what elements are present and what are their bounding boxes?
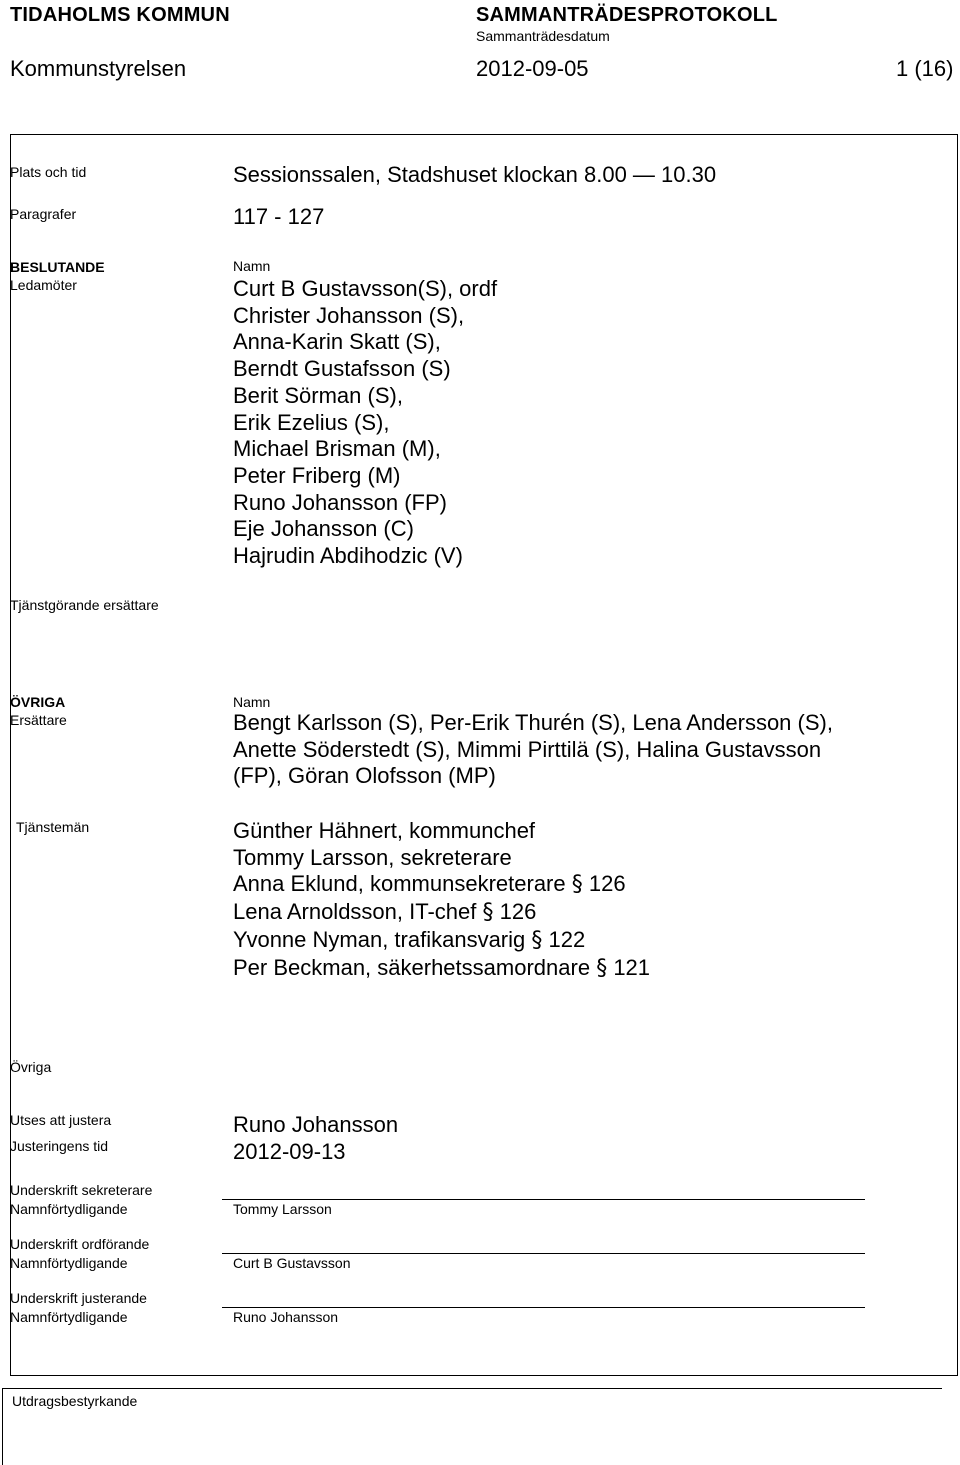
substitutes-subheading: Ersättare bbox=[10, 712, 67, 728]
official-name: Yvonne Nyman, trafikansvarig bbox=[233, 926, 526, 952]
member-name: Anna-Karin Skatt (S), bbox=[233, 329, 441, 355]
official-entry bbox=[233, 871, 650, 899]
official-entry bbox=[233, 845, 650, 872]
official-name: Günther Hähnert, kommunchef bbox=[233, 818, 536, 843]
document-type: SAMMANTRÄDESPROTOKOLL bbox=[476, 4, 778, 26]
paragraphs-value: 117 - 127 bbox=[233, 204, 325, 229]
official-paragraph: 122 bbox=[548, 926, 586, 952]
adjuster-value: Runo Johansson bbox=[233, 1112, 399, 1137]
member-name: Berit Sörman (S), bbox=[233, 382, 403, 408]
place-value: Sessionssalen, Stadshuset klockan 8.00 — 10.30 bbox=[233, 162, 717, 187]
other-attendees-label: Övriga bbox=[10, 1059, 52, 1075]
meeting-date-label: Sammanträdesdatum bbox=[476, 28, 610, 44]
official-entry bbox=[233, 927, 650, 955]
extract-box-top-line bbox=[2, 1388, 942, 1389]
member-name: Peter Friberg (M) bbox=[233, 462, 401, 488]
official-name: Tommy Larsson, sekreterare bbox=[233, 844, 512, 870]
member-name: Eje Johansson (C) bbox=[233, 516, 414, 542]
place-label: Plats och tid bbox=[10, 164, 87, 180]
deciding-heading: BESLUTANDE bbox=[10, 259, 105, 275]
member-name: Erik Ezelius (S), bbox=[233, 409, 390, 435]
member-name: Christer Johansson (S), bbox=[233, 302, 465, 328]
signature-line bbox=[222, 1307, 865, 1308]
official-entry bbox=[233, 899, 650, 927]
signature-line bbox=[222, 1253, 865, 1254]
serving-substitutes-label: Tjänstgörande ersättare bbox=[10, 597, 159, 613]
substitute-line: (FP), Göran Olofsson (MP) bbox=[233, 763, 496, 789]
member-name: Michael Brisman (M), bbox=[233, 436, 441, 462]
official-name: Lena Arnoldsson, IT-chef bbox=[233, 899, 477, 925]
adjustment-time-value: 2012-09-13 bbox=[233, 1139, 346, 1164]
organization-name: TIDAHOLMS KOMMUN bbox=[10, 4, 230, 26]
signature-name: Tommy Larsson bbox=[233, 1201, 332, 1217]
member-name: Hajrudin Abdihodzic (V) bbox=[233, 543, 463, 569]
committee-name: Kommunstyrelsen bbox=[10, 56, 187, 81]
signature-line bbox=[222, 1199, 865, 1200]
signature-role: Underskrift justerande bbox=[10, 1290, 147, 1306]
name-clarification-label: Namnförtydligande bbox=[10, 1309, 128, 1325]
paragraph-sign: § bbox=[531, 927, 543, 953]
members-subheading: Ledamöter bbox=[10, 277, 77, 293]
paragraph-sign: § bbox=[571, 872, 583, 898]
adjuster-label: Utses att justera bbox=[10, 1112, 112, 1128]
name-column-header: Namn bbox=[233, 258, 271, 274]
signature-name: Runo Johansson bbox=[233, 1309, 339, 1325]
member-name: Runo Johansson (FP) bbox=[233, 489, 447, 515]
official-name: Per Beckman, säkerhetssamordnare bbox=[233, 954, 591, 980]
official-paragraph: 126 bbox=[588, 871, 626, 897]
signature-role: Underskrift sekreterare bbox=[10, 1182, 153, 1198]
paragraph-sign: § bbox=[596, 955, 608, 981]
member-list bbox=[233, 276, 497, 570]
page-number: 1 (16) bbox=[896, 56, 954, 81]
name-clarification-label: Namnförtydligande bbox=[10, 1255, 128, 1271]
extract-certification-label: Utdragsbestyrkande bbox=[12, 1393, 138, 1409]
signature-name: Curt B Gustavsson bbox=[233, 1255, 351, 1271]
substitute-line: Anette Söderstedt (S), Mimmi Pirttilä (S), Halina Gustavsson bbox=[233, 736, 822, 762]
name-column-header-others: Namn bbox=[233, 694, 271, 710]
substitute-list bbox=[233, 710, 833, 790]
official-paragraph: 126 bbox=[499, 899, 537, 925]
signature-role: Underskrift ordförande bbox=[10, 1236, 150, 1252]
official-paragraph: 121 bbox=[613, 954, 651, 980]
member-name: Curt B Gustavsson(S), ordf bbox=[233, 276, 498, 301]
extract-box-left-edge bbox=[2, 1388, 9, 1465]
name-clarification-label: Namnförtydligande bbox=[10, 1201, 128, 1217]
substitute-line: Bengt Karlsson (S), Per-Erik Thurén (S), Lena Andersson (S), bbox=[233, 710, 833, 735]
meeting-date: 2012-09-05 bbox=[476, 56, 589, 81]
adjustment-time-label: Justeringens tid bbox=[10, 1138, 109, 1154]
official-entry bbox=[233, 818, 650, 845]
member-name: Berndt Gustafsson (S) bbox=[233, 356, 451, 382]
others-heading: ÖVRIGA bbox=[10, 694, 66, 710]
official-entry bbox=[233, 955, 650, 983]
officials-list bbox=[233, 818, 650, 982]
paragraphs-label: Paragrafer bbox=[10, 206, 77, 222]
official-name: Anna Eklund, kommunsekreterare bbox=[233, 871, 566, 897]
officials-label: Tjänstemän bbox=[16, 819, 90, 835]
paragraph-sign: § bbox=[482, 900, 494, 926]
